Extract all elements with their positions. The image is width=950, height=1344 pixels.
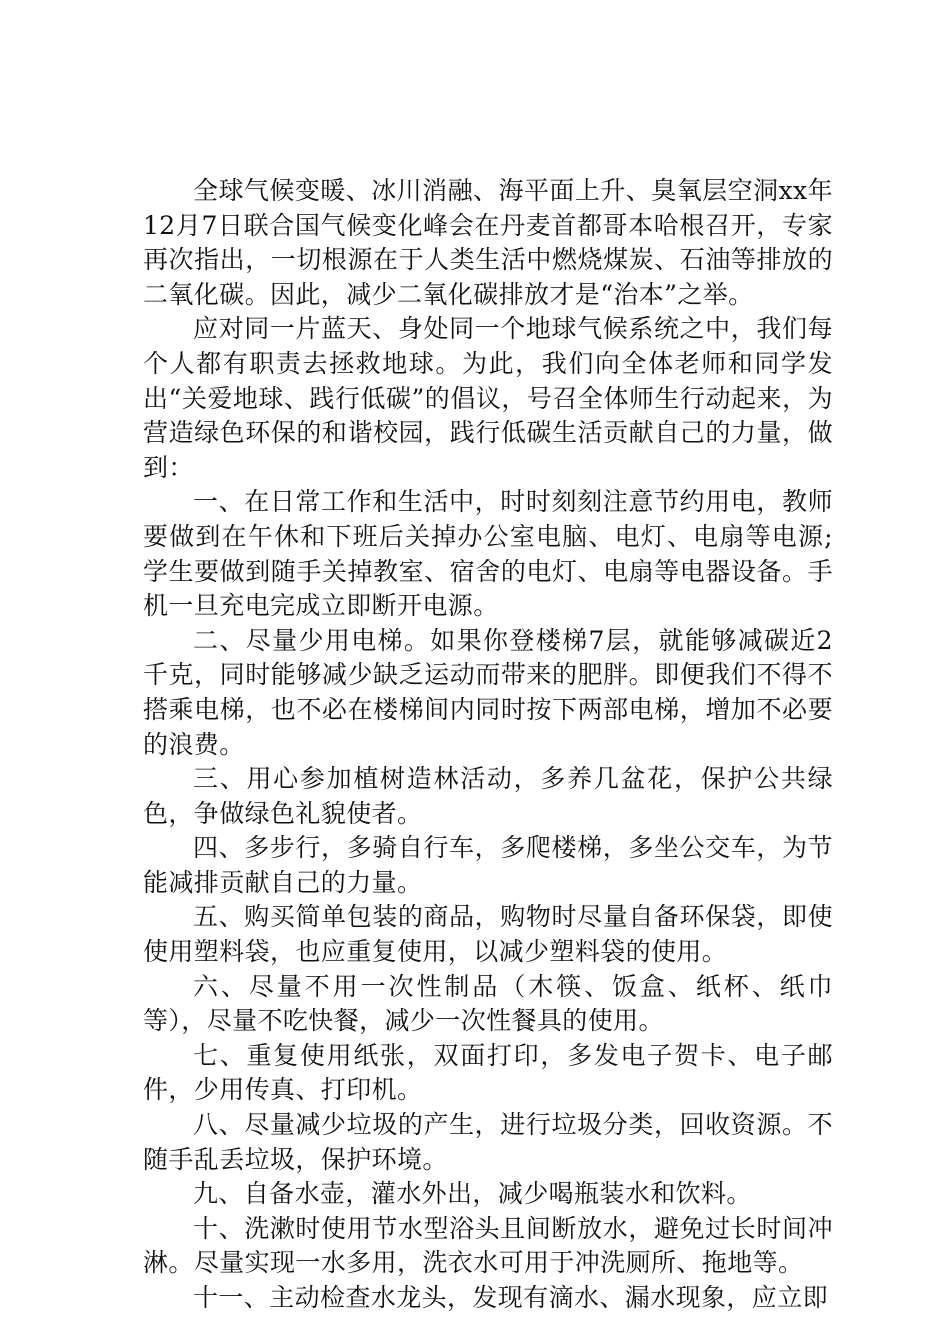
paragraph-intro-climate: 全球气候变暖、冰川消融、海平面上升、臭氧层空洞xx年12月7日联合国气候变化峰会在丹麦首都哥本哈根召开，专家再次指出，一切根源在于人类生活中燃烧煤炭、石油等排放的二氧化碳。因此，减少二氧化碳排放才是“治本”之举。: [143, 176, 833, 309]
paragraph-item-10: 十、洗漱时使用节水型浴头且间断放水，避免过长时间冲淋。尽量实现一水多用，洗衣水可用于冲洗厕所、拖地等。: [143, 1213, 833, 1278]
paragraph-item-6: 六、尽量不用一次性制品（木筷、饭盒、纸杯、纸巾等），尽量不吃快餐，减少一次性餐具的使用。: [143, 971, 833, 1036]
paragraph-item-4: 四、多步行，多骑自行车，多爬楼梯，多坐公交车，为节能减排贡献自己的力量。: [143, 833, 833, 897]
paragraph-item-11: 十一、主动检查水龙头，发现有滴水、漏水现象，应立即: [193, 1283, 829, 1312]
paragraph-item-2: 二、尽量少用电梯。如果你登楼梯7层，就能够减碳近2千克，同时能够减少缺乏运动而带来的肥胖。即便我们不得不搭乘电梯，也不必在楼梯间内同时按下两部电梯，增加不必要的浪费。: [143, 625, 833, 759]
paragraph-proposal: 应对同一片蓝天、身处同一个地球气候系统之中，我们每个人都有职责去拯救地球。为此，我们向全体老师和同学发出“关爱地球、践行低碳”的倡议，号召全体师生行动起来，为营造绿色环保的和谐校园，践行低碳生活贡献自己的力量，做到：: [143, 314, 833, 482]
paragraph-item-3: 三、用心参加植树造林活动，多养几盆花，保护公共绿色，争做绿色礼貌使者。: [143, 764, 833, 828]
paragraph-item-7: 七、重复使用纸张，双面打印，多发电子贺卡、电子邮件，少用传真、打印机。: [143, 1040, 833, 1105]
paragraph-item-1: 一、在日常工作和生活中，时时刻刻注意节约用电，教师要做到在午休和下班后关掉办公室电脑、电灯、电扇等电源;学生要做到随手关掉教室、宿舍的电灯、电扇等电器设备。手机一旦充电完成立即断开电源。: [143, 487, 833, 621]
paragraph-item-8: 八、尽量减少垃圾的产生，进行垃圾分类，回收资源。不随手乱丢垃圾，保护环境。: [143, 1110, 833, 1174]
paragraph-item-5: 五、购买简单包装的商品，购物时尽量自备环保袋，即使使用塑料袋，也应重复使用，以减少塑料袋的使用。: [143, 902, 833, 967]
document-body: [143, 174, 833, 1316]
paragraph-item-9: 九、自备水壶，灌水外出，减少喝瓶装水和饮料。: [193, 1179, 752, 1209]
